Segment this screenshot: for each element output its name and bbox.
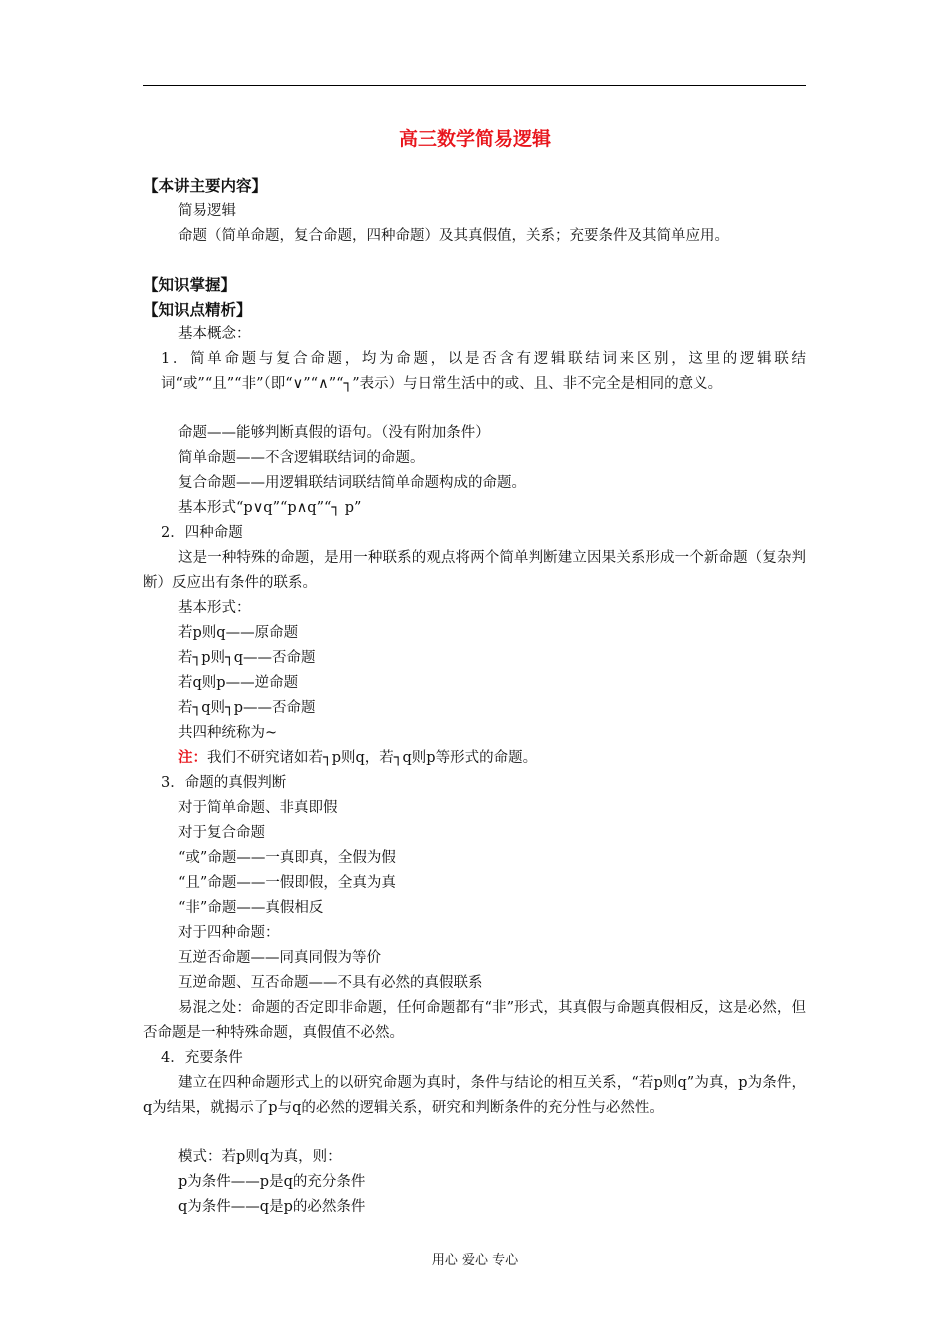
p3-line: 对于简单命题、非真即假 <box>178 800 338 816</box>
p2-line: 基本形式： <box>178 600 251 616</box>
p3-line: “非”命题——真假相反 <box>178 900 324 916</box>
section-heading-analysis: 【知识点精析】 <box>143 301 252 319</box>
document-title: 高三数学简易逻辑 <box>398 128 551 150</box>
p2-line: 若┐p则┐q——否命题 <box>178 650 316 666</box>
p3-heading: 3．命题的真假判断 <box>161 775 287 791</box>
paragraph-1: 1．简单命题与复合命题，均为命题，以是否含有逻辑联结词来区别，这里的逻辑联结词“或”“且”“非”（即“∨”“∧”“┐”表示）与日常生活中的或、且、非不完全是相同的意义。 <box>161 351 806 392</box>
p3-line: “且”命题——一假即假，全真为真 <box>178 875 396 891</box>
p3-line: 对于四种命题： <box>178 925 280 941</box>
p3-line: 互逆否命题——同真同假为等价 <box>178 950 381 966</box>
note-line <box>143 746 841 771</box>
paragraph-4: 建立在四种命题形式上的以研究命题为真时，条件与结论的相互关系，“若p则q”为真，p为条件，q为结果，就揭示了p与q的必然的逻辑关系，研究和判断条件的充分性与必然性。 <box>143 1075 806 1116</box>
p1-line: 复合命题——用逻辑联结词联结简单命题构成的命题。 <box>178 475 526 491</box>
p4-line: q为条件——q是p的必然条件 <box>178 1199 366 1215</box>
p2-line: 若p则q——原命题 <box>178 625 299 641</box>
main-content-line: 简易逻辑 <box>178 203 236 219</box>
note-text: 我们不研究诸如若┐p则q，若┐q则p等形式的命题。 <box>207 750 538 766</box>
p2-line: 共四种统称为~ <box>178 725 278 741</box>
main-content-line: 命题（简单命题，复合命题，四种命题）及其真假值，关系；充要条件及其简单应用。 <box>178 228 729 244</box>
p3-line: 对于复合命题 <box>178 825 265 841</box>
p3-confuse-paragraph: 易混之处：命题的否定即非命题，任何命题都有“非”形式，其真假与命题真假相反，这是必然，但否命题是一种特殊命题，真假值不必然。 <box>143 1000 806 1041</box>
p2-heading: 2．四种命题 <box>161 525 243 541</box>
page-footer: 用心 爱心 专心 <box>431 1253 519 1268</box>
p1-line: 命题——能够判断真假的语句。（没有附加条件） <box>178 425 490 441</box>
p4-heading: 4．充要条件 <box>161 1050 243 1066</box>
p3-line: 互逆命题、互否命题——不具有必然的真假联系 <box>178 975 483 991</box>
basic-concepts-label: 基本概念： <box>178 326 251 342</box>
section-heading-knowledge: 【知识掌握】 <box>143 276 237 294</box>
p3-line: “或”命题——一真即真，全假为假 <box>178 850 396 866</box>
note-label: 注： <box>178 750 207 766</box>
p2-line: 若q则p——逆命题 <box>178 675 299 691</box>
section-heading-main-content: 【本讲主要内容】 <box>143 177 268 195</box>
p4-line: p为条件——p是q的充分条件 <box>178 1174 366 1190</box>
p1-line: 基本形式“p∨q”“p∧q”“┐ p” <box>178 500 362 516</box>
header-rule <box>143 85 806 86</box>
paragraph-2: 这是一种特殊的命题，是用一种联系的观点将两个简单判断建立因果关系形成一个新命题（复杂判断）反应出有条件的联系。 <box>143 550 806 591</box>
p4-line: 模式：若p则q为真，则： <box>178 1149 342 1165</box>
p2-line: 若┐q则┐p——否命题 <box>178 700 316 716</box>
p1-line: 简单命题——不含逻辑联结词的命题。 <box>178 450 425 466</box>
